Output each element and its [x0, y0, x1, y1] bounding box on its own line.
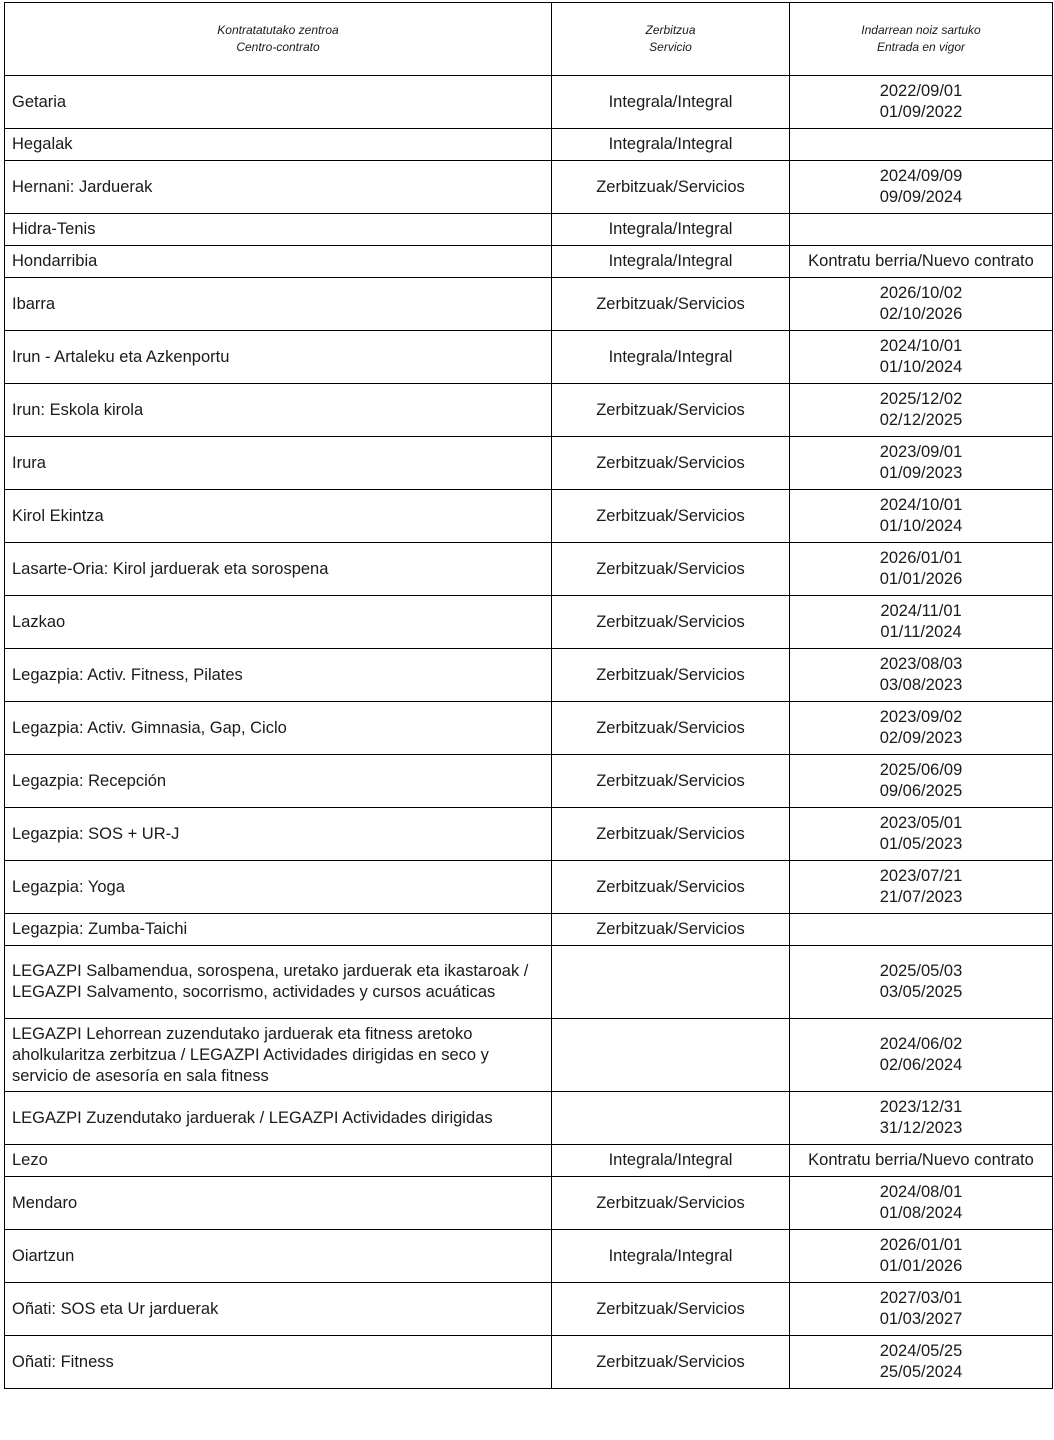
- center-cell: LEGAZPI Lehorrean zuzendutako jarduerak eta fitness aretoko aholkularitza zerbitzua / LEGAZPI Actividades dirigidas en seco y servicio de asesoría en sala fitness: [5, 1019, 552, 1092]
- center-cell: Lazkao: [5, 596, 552, 649]
- date-eu: 2026/01/01: [879, 549, 963, 567]
- date-es: 03/08/2023: [879, 676, 963, 694]
- center-cell: Ibarra: [5, 278, 552, 331]
- table-row: [5, 914, 1053, 946]
- service-cell: Zerbitzuak/Servicios: [552, 1283, 790, 1336]
- table-row: [5, 437, 1053, 490]
- date-eu: 2022/09/01: [879, 82, 963, 100]
- date-cell: [790, 161, 1053, 214]
- table-row: [5, 1336, 1053, 1389]
- date-es: 01/01/2026: [879, 570, 963, 588]
- date-eu: 2024/11/01: [880, 602, 962, 620]
- service-cell: Zerbitzuak/Servicios: [552, 161, 790, 214]
- service-cell: Zerbitzuak/Servicios: [552, 384, 790, 437]
- date-eu: 2026/01/01: [879, 1236, 963, 1254]
- date-cell: [790, 437, 1053, 490]
- date-cell: [790, 76, 1053, 129]
- center-cell: Hernani: Jarduerak: [5, 161, 552, 214]
- table-row: [5, 129, 1053, 161]
- service-cell: Integrala/Integral: [552, 331, 790, 384]
- date-es: 01/05/2023: [879, 835, 963, 853]
- center-cell: Irun - Artaleku eta Azkenportu: [5, 331, 552, 384]
- center-cell: Legazpia: Yoga: [5, 861, 552, 914]
- table-row: [5, 1177, 1053, 1230]
- table-row: [5, 755, 1053, 808]
- date-es: 01/03/2027: [879, 1310, 963, 1328]
- date-eu: 2027/03/01: [879, 1289, 963, 1307]
- service-cell: Zerbitzuak/Servicios: [552, 278, 790, 331]
- date-eu: 2023/08/03: [879, 655, 963, 673]
- date-eu: 2023/05/01: [879, 814, 963, 832]
- date-es: 31/12/2023: [879, 1119, 963, 1137]
- header-date: [790, 3, 1053, 76]
- table-row: [5, 861, 1053, 914]
- center-cell: Irun: Eskola kirola: [5, 384, 552, 437]
- table-row: [5, 214, 1053, 246]
- date-cell: [790, 946, 1053, 1019]
- service-cell: Zerbitzuak/Servicios: [552, 702, 790, 755]
- date-cell: [790, 1177, 1053, 1230]
- center-cell: Legazpia: Activ. Gimnasia, Gap, Ciclo: [5, 702, 552, 755]
- table-row: [5, 543, 1053, 596]
- center-cell: Legazpia: Zumba-Taichi: [5, 914, 552, 946]
- date-eu: 2025/12/02: [879, 390, 963, 408]
- date-cell: [790, 1092, 1053, 1145]
- center-cell: Lasarte-Oria: Kirol jarduerak eta sorospena: [5, 543, 552, 596]
- service-cell: Zerbitzuak/Servicios: [552, 490, 790, 543]
- table-row: [5, 808, 1053, 861]
- date-es: 03/05/2025: [879, 983, 963, 1001]
- date-cell: [790, 384, 1053, 437]
- header-row: [5, 3, 1053, 76]
- table-row: [5, 278, 1053, 331]
- header-date-eu: Indarrean noiz sartuko: [861, 23, 981, 37]
- header-date-es: Entrada en vigor: [876, 40, 966, 54]
- header-center-es: Centro-contrato: [236, 40, 320, 54]
- date-cell: [790, 861, 1053, 914]
- date-es: 01/09/2023: [879, 464, 963, 482]
- center-cell: Irura: [5, 437, 552, 490]
- date-cell: Kontratu berria/Nuevo contrato: [790, 1145, 1053, 1177]
- center-cell: Legazpia: Recepción: [5, 755, 552, 808]
- date-cell: [790, 331, 1053, 384]
- table-row: [5, 1145, 1053, 1177]
- service-cell: Zerbitzuak/Servicios: [552, 543, 790, 596]
- date-es: 01/10/2024: [879, 517, 963, 535]
- table-row: [5, 246, 1053, 278]
- center-cell: Hidra-Tenis: [5, 214, 552, 246]
- contracts-table: [4, 2, 1053, 1389]
- center-cell: LEGAZPI Zuzendutako jarduerak / LEGAZPI Actividades dirigidas: [5, 1092, 552, 1145]
- service-cell: Integrala/Integral: [552, 1145, 790, 1177]
- date-es: 02/06/2024: [879, 1056, 963, 1074]
- date-cell: [790, 543, 1053, 596]
- center-cell: Legazpia: Activ. Fitness, Pilates: [5, 649, 552, 702]
- date-cell: [790, 129, 1053, 161]
- date-es: 02/12/2025: [879, 411, 963, 429]
- center-cell: Lezo: [5, 1145, 552, 1177]
- center-cell: Hondarribia: [5, 246, 552, 278]
- date-cell: [790, 278, 1053, 331]
- date-es: 21/07/2023: [879, 888, 963, 906]
- center-cell: Getaria: [5, 76, 552, 129]
- service-cell: Zerbitzuak/Servicios: [552, 1336, 790, 1389]
- table-row: [5, 596, 1053, 649]
- header-center: [5, 3, 552, 76]
- service-cell: Zerbitzuak/Servicios: [552, 1177, 790, 1230]
- date-cell: [790, 490, 1053, 543]
- date-cell: [790, 808, 1053, 861]
- date-es: 01/08/2024: [879, 1204, 963, 1222]
- table-row: [5, 1283, 1053, 1336]
- date-eu: 2025/05/03: [879, 962, 963, 980]
- date-es: 02/10/2026: [879, 305, 963, 323]
- center-cell: LEGAZPI Salbamendua, sorospena, uretako jarduerak eta ikastaroak / LEGAZPI Salvamento, socorrismo, actividades y cursos acuáticas: [5, 946, 552, 1019]
- center-cell: Oñati: SOS eta Ur jarduerak: [5, 1283, 552, 1336]
- table-row: [5, 490, 1053, 543]
- date-eu: 2023/07/21: [879, 867, 963, 885]
- date-es: 02/09/2023: [879, 729, 963, 747]
- date-eu: 2024/09/09: [879, 167, 963, 185]
- date-eu: 2026/10/02: [879, 284, 963, 302]
- date-cell: [790, 1336, 1053, 1389]
- center-cell: Mendaro: [5, 1177, 552, 1230]
- service-cell: Zerbitzuak/Servicios: [552, 649, 790, 702]
- table-row: [5, 161, 1053, 214]
- date-eu: 2024/10/01: [879, 496, 963, 514]
- header-center-eu: Kontratatutako zentroa: [217, 23, 339, 37]
- header-service-es: Servicio: [649, 40, 692, 54]
- date-eu: 2024/08/01: [879, 1183, 963, 1201]
- date-es: 01/11/2024: [880, 623, 962, 641]
- service-cell: Zerbitzuak/Servicios: [552, 861, 790, 914]
- header-service: [552, 3, 790, 76]
- service-cell: Zerbitzuak/Servicios: [552, 808, 790, 861]
- center-cell: Oñati: Fitness: [5, 1336, 552, 1389]
- date-eu: 2023/09/01: [879, 443, 963, 461]
- date-cell: [790, 702, 1053, 755]
- date-eu: 2025/06/09: [879, 761, 963, 779]
- date-cell: [790, 1283, 1053, 1336]
- table-row: [5, 649, 1053, 702]
- date-eu: 2024/06/02: [879, 1035, 963, 1053]
- date-cell: [790, 914, 1053, 946]
- center-cell: Hegalak: [5, 129, 552, 161]
- service-cell: Zerbitzuak/Servicios: [552, 596, 790, 649]
- date-cell: [790, 755, 1053, 808]
- header-service-eu: Zerbitzua: [645, 23, 696, 37]
- service-cell: Integrala/Integral: [552, 1230, 790, 1283]
- table-row: [5, 1230, 1053, 1283]
- table-row: [5, 1019, 1053, 1092]
- date-es: 01/10/2024: [879, 358, 963, 376]
- service-cell: Integrala/Integral: [552, 246, 790, 278]
- date-eu: 2024/05/25: [879, 1342, 963, 1360]
- table-row: [5, 1092, 1053, 1145]
- service-cell: Integrala/Integral: [552, 214, 790, 246]
- date-cell: [790, 214, 1053, 246]
- date-cell: [790, 1019, 1053, 1092]
- date-eu: 2023/09/02: [879, 708, 963, 726]
- date-cell: Kontratu berria/Nuevo contrato: [790, 246, 1053, 278]
- date-eu: 2024/10/01: [879, 337, 963, 355]
- date-cell: [790, 649, 1053, 702]
- date-es: 25/05/2024: [879, 1363, 963, 1381]
- service-cell: [552, 946, 790, 1019]
- table-row: [5, 76, 1053, 129]
- table-row: [5, 702, 1053, 755]
- table-row: [5, 331, 1053, 384]
- date-cell: [790, 1230, 1053, 1283]
- service-cell: [552, 1019, 790, 1092]
- date-cell: [790, 596, 1053, 649]
- center-cell: Kirol Ekintza: [5, 490, 552, 543]
- date-es: 01/01/2026: [879, 1257, 963, 1275]
- service-cell: Zerbitzuak/Servicios: [552, 437, 790, 490]
- service-cell: Zerbitzuak/Servicios: [552, 914, 790, 946]
- date-es: 09/09/2024: [879, 188, 963, 206]
- table-row: [5, 384, 1053, 437]
- service-cell: Integrala/Integral: [552, 76, 790, 129]
- date-es: 09/06/2025: [879, 782, 963, 800]
- service-cell: Zerbitzuak/Servicios: [552, 755, 790, 808]
- service-cell: [552, 1092, 790, 1145]
- date-eu: 2023/12/31: [879, 1098, 963, 1116]
- service-cell: Integrala/Integral: [552, 129, 790, 161]
- center-cell: Legazpia: SOS + UR-J: [5, 808, 552, 861]
- date-es: 01/09/2022: [879, 103, 963, 121]
- center-cell: Oiartzun: [5, 1230, 552, 1283]
- table-row: [5, 946, 1053, 1019]
